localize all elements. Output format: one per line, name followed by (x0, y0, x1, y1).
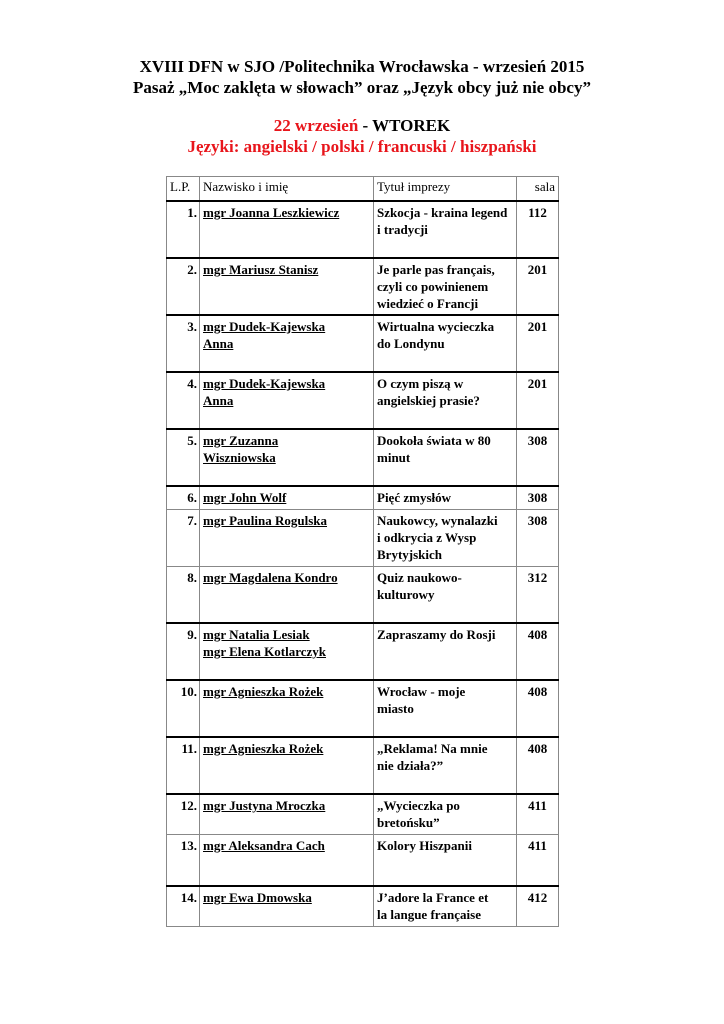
name-line: mgr Agnieszka Rożek (203, 684, 324, 699)
event-subtitle: Pasaż „Moc zaklęta w słowach” oraz „Język obcy już nie obcy” (133, 78, 591, 97)
row-room: 201 (517, 372, 559, 429)
row-name (200, 486, 374, 509)
name-line: mgr Natalia Lesiak (203, 627, 310, 642)
row-lp: 14. (167, 886, 200, 926)
row-room: 308 (517, 486, 559, 509)
row-lp: 1. (167, 201, 200, 258)
row-title (374, 566, 517, 623)
name-line: mgr Elena Kotlarczyk (203, 644, 327, 659)
name-line: mgr Paulina Rogulska (203, 512, 328, 528)
row-room: 412 (517, 886, 559, 926)
row-lp: 12. (167, 794, 200, 834)
title-line: i odkrycia z Wysp (377, 529, 477, 545)
row-title (374, 886, 517, 926)
row-name (200, 372, 374, 429)
table-row (167, 486, 559, 509)
row-lp: 3. (167, 315, 200, 372)
title-line: angielskiej prasie? (377, 393, 480, 408)
name-line: Anna (203, 336, 234, 351)
name-line: Anna (203, 393, 234, 408)
title-line: czyli co powinienem (377, 279, 489, 294)
header-room: sala (517, 177, 559, 202)
title-line: bretońsku” (377, 815, 440, 830)
row-name (200, 509, 374, 566)
row-title (374, 794, 517, 834)
header-lp: L.P. (167, 177, 200, 202)
title-line: Pięć zmysłów (377, 490, 452, 505)
row-name (200, 794, 374, 834)
table-header-row (167, 177, 559, 202)
name-line: mgr Agnieszka Rożek (203, 741, 324, 756)
row-title (374, 834, 517, 886)
title-line: Kolory Hiszpanii (377, 837, 472, 853)
title-line: Wrocław - moje (377, 684, 466, 699)
name-line: mgr Dudek-Kajewska (203, 376, 326, 391)
table-row (167, 509, 559, 566)
row-lp: 5. (167, 429, 200, 486)
row-title (374, 258, 517, 315)
name-line: Wiszniowska (203, 450, 276, 465)
header-title: Tytuł imprezy (374, 177, 517, 202)
row-room: 308 (517, 509, 559, 566)
name-line: mgr Aleksandra Cach (203, 837, 325, 853)
title-line: miasto (377, 701, 414, 716)
row-room: 201 (517, 315, 559, 372)
date-weekday: WTOREK (372, 116, 451, 135)
row-name (200, 315, 374, 372)
row-room: 201 (517, 258, 559, 315)
title-line: Brytyjskich (377, 546, 442, 562)
row-title (374, 509, 517, 566)
title-line: la langue française (377, 907, 481, 922)
row-name (200, 429, 374, 486)
name-line: mgr Justyna Mroczka (203, 798, 326, 813)
row-name (200, 258, 374, 315)
row-title (374, 201, 517, 258)
title-line: i tradycji (377, 222, 428, 237)
table-row (167, 623, 559, 680)
document-header (0, 56, 724, 98)
languages-line: Języki: angielski / polski / francuski / hiszpański (187, 137, 537, 156)
row-lp: 7. (167, 509, 200, 566)
row-lp: 9. (167, 623, 200, 680)
row-room: 408 (517, 680, 559, 737)
table-row (167, 429, 559, 486)
row-room: 308 (517, 429, 559, 486)
title-line: O czym piszą w (377, 376, 464, 391)
row-name (200, 566, 374, 623)
table-row (167, 315, 559, 372)
row-title (374, 486, 517, 509)
name-line: mgr Magdalena Kondro (203, 569, 338, 585)
row-title (374, 680, 517, 737)
row-lp: 13. (167, 834, 200, 886)
row-room: 411 (517, 834, 559, 886)
table-row (167, 680, 559, 737)
schedule-date (0, 115, 724, 136)
schedule-table (166, 176, 559, 927)
title-line: Je parle pas français, (377, 262, 495, 277)
name-line: mgr Ewa Dmowska (203, 890, 312, 905)
title-line: wiedzieć o Francji (377, 296, 479, 311)
title-line: J’adore la France et (377, 890, 489, 905)
row-lp: 10. (167, 680, 200, 737)
row-title (374, 737, 517, 794)
row-name (200, 886, 374, 926)
title-line: Wirtualna wycieczka (377, 319, 495, 334)
table-row (167, 258, 559, 315)
name-line: mgr Mariusz Stanisz (203, 262, 319, 277)
title-line: „Wycieczka po (377, 798, 460, 813)
table-row (167, 794, 559, 834)
row-name (200, 680, 374, 737)
table-row (167, 372, 559, 429)
row-lp: 6. (167, 486, 200, 509)
table-row (167, 834, 559, 886)
row-lp: 11. (167, 737, 200, 794)
row-title (374, 623, 517, 680)
table-row (167, 737, 559, 794)
row-lp: 8. (167, 566, 200, 623)
row-name (200, 834, 374, 886)
title-line: Zapraszamy do Rosji (377, 627, 496, 642)
row-lp: 2. (167, 258, 200, 315)
row-room: 312 (517, 566, 559, 623)
title-line: Dookoła świata w 80 (377, 433, 491, 448)
table-row (167, 201, 559, 258)
row-room: 112 (517, 201, 559, 258)
header-name: Nazwisko i imię (200, 177, 374, 202)
title-line: do Londynu (377, 336, 445, 351)
title-line: Naukowcy, wynalazki (377, 512, 498, 528)
date-day: 22 wrzesień (273, 116, 359, 135)
name-line: mgr Dudek-Kajewska (203, 319, 326, 334)
event-title: XVIII DFN w SJO /Politechnika Wrocławska - wrzesień 2015 (139, 57, 585, 76)
table-row (167, 566, 559, 623)
row-room: 408 (517, 737, 559, 794)
table-row (167, 886, 559, 926)
row-name (200, 737, 374, 794)
name-line: mgr John Wolf (203, 490, 287, 505)
row-lp: 4. (167, 372, 200, 429)
row-title (374, 429, 517, 486)
title-line: Quiz naukowo- (377, 569, 462, 585)
row-name (200, 623, 374, 680)
date-separator: - (358, 116, 373, 135)
row-room: 408 (517, 623, 559, 680)
row-title (374, 372, 517, 429)
title-line: nie działa?” (377, 758, 444, 773)
title-line: „Reklama! Na mnie (377, 741, 488, 756)
row-name (200, 201, 374, 258)
name-line: mgr Zuzanna (203, 433, 279, 448)
title-line: kulturowy (377, 586, 435, 602)
row-title (374, 315, 517, 372)
row-room: 411 (517, 794, 559, 834)
title-line: minut (377, 450, 411, 465)
name-line: mgr Joanna Leszkiewicz (203, 205, 340, 220)
title-line: Szkocja - kraina legend (377, 205, 508, 220)
